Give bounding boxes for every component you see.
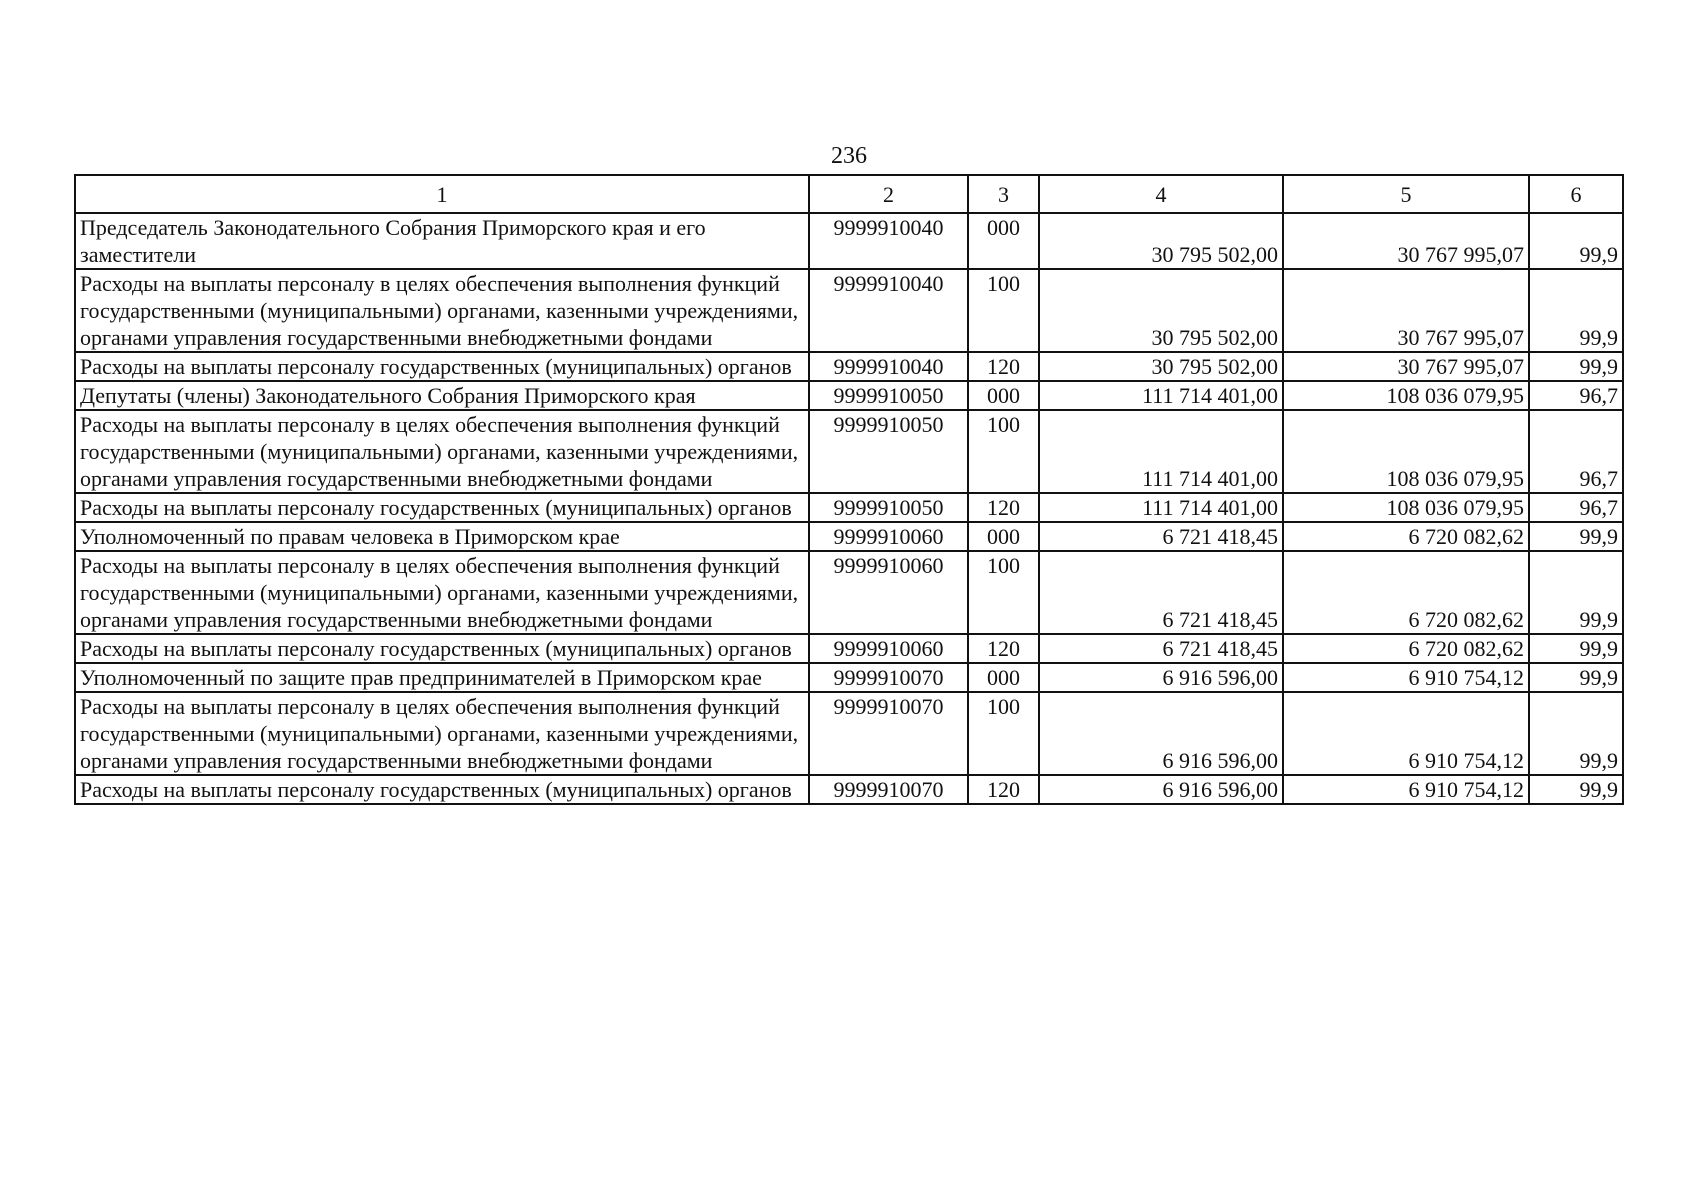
table-row bbox=[75, 493, 1623, 522]
row-execution-percent: 99,9 bbox=[1529, 634, 1623, 663]
budget-table bbox=[74, 174, 1624, 805]
row-name: Депутаты (члены) Законодательного Собрания Приморского края bbox=[75, 381, 809, 410]
row-execution-percent: 99,9 bbox=[1529, 663, 1623, 692]
row-planned-amount: 6 916 596,00 bbox=[1039, 775, 1283, 804]
row-actual-amount: 6 720 082,62 bbox=[1283, 522, 1529, 551]
row-execution-percent: 99,9 bbox=[1529, 522, 1623, 551]
row-execution-percent: 99,9 bbox=[1529, 352, 1623, 381]
row-execution-percent: 99,9 bbox=[1529, 269, 1623, 352]
row-execution-percent: 96,7 bbox=[1529, 381, 1623, 410]
table-row bbox=[75, 410, 1623, 493]
row-expense-type: 100 bbox=[968, 269, 1039, 352]
row-actual-amount: 30 767 995,07 bbox=[1283, 213, 1529, 269]
row-execution-percent: 96,7 bbox=[1529, 410, 1623, 493]
table-row bbox=[75, 352, 1623, 381]
table-row bbox=[75, 634, 1623, 663]
row-execution-percent: 99,9 bbox=[1529, 775, 1623, 804]
table-row bbox=[75, 522, 1623, 551]
row-planned-amount: 6 721 418,45 bbox=[1039, 634, 1283, 663]
table-row bbox=[75, 269, 1623, 352]
row-execution-percent: 99,9 bbox=[1529, 213, 1623, 269]
row-actual-amount: 6 720 082,62 bbox=[1283, 551, 1529, 634]
table-row bbox=[75, 692, 1623, 775]
row-actual-amount: 6 910 754,12 bbox=[1283, 663, 1529, 692]
row-actual-amount: 6 910 754,12 bbox=[1283, 692, 1529, 775]
table-row bbox=[75, 381, 1623, 410]
row-planned-amount: 111 714 401,00 bbox=[1039, 381, 1283, 410]
row-expense-type: 120 bbox=[968, 493, 1039, 522]
row-target-code: 9999910070 bbox=[809, 775, 968, 804]
column-header-3: 3 bbox=[968, 175, 1039, 213]
column-header-4: 4 bbox=[1039, 175, 1283, 213]
row-execution-percent: 99,9 bbox=[1529, 692, 1623, 775]
row-target-code: 9999910070 bbox=[809, 663, 968, 692]
row-planned-amount: 111 714 401,00 bbox=[1039, 493, 1283, 522]
column-header-6: 6 bbox=[1529, 175, 1623, 213]
row-target-code: 9999910040 bbox=[809, 213, 968, 269]
row-expense-type: 120 bbox=[968, 634, 1039, 663]
row-planned-amount: 30 795 502,00 bbox=[1039, 269, 1283, 352]
row-target-code: 9999910070 bbox=[809, 692, 968, 775]
row-target-code: 9999910040 bbox=[809, 352, 968, 381]
row-name: Расходы на выплаты персоналу в целях обеспечения выполнения функций государственными (муниципальными) органами, казенными учреждениями, органами управления государственными внебюджетными фондами bbox=[75, 410, 809, 493]
row-actual-amount: 108 036 079,95 bbox=[1283, 381, 1529, 410]
row-expense-type: 120 bbox=[968, 775, 1039, 804]
row-name: Расходы на выплаты персоналу государственных (муниципальных) органов bbox=[75, 775, 809, 804]
row-expense-type: 120 bbox=[968, 352, 1039, 381]
row-name: Расходы на выплаты персоналу государственных (муниципальных) органов bbox=[75, 493, 809, 522]
row-name: Расходы на выплаты персоналу государственных (муниципальных) органов bbox=[75, 634, 809, 663]
column-header-2: 2 bbox=[809, 175, 968, 213]
table-row bbox=[75, 775, 1623, 804]
row-target-code: 9999910060 bbox=[809, 551, 968, 634]
row-execution-percent: 99,9 bbox=[1529, 551, 1623, 634]
column-header-5: 5 bbox=[1283, 175, 1529, 213]
row-planned-amount: 30 795 502,00 bbox=[1039, 352, 1283, 381]
row-actual-amount: 6 910 754,12 bbox=[1283, 775, 1529, 804]
row-name: Расходы на выплаты персоналу государственных (муниципальных) органов bbox=[75, 352, 809, 381]
row-actual-amount: 108 036 079,95 bbox=[1283, 493, 1529, 522]
row-actual-amount: 30 767 995,07 bbox=[1283, 269, 1529, 352]
row-target-code: 9999910040 bbox=[809, 269, 968, 352]
row-actual-amount: 30 767 995,07 bbox=[1283, 352, 1529, 381]
row-name: Расходы на выплаты персоналу в целях обеспечения выполнения функций государственными (муниципальными) органами, казенными учреждениями, органами управления государственными внебюджетными фондами bbox=[75, 692, 809, 775]
row-planned-amount: 6 721 418,45 bbox=[1039, 551, 1283, 634]
row-planned-amount: 111 714 401,00 bbox=[1039, 410, 1283, 493]
row-name: Расходы на выплаты персоналу в целях обеспечения выполнения функций государственными (муниципальными) органами, казенными учреждениями, органами управления государственными внебюджетными фондами bbox=[75, 551, 809, 634]
column-number-row bbox=[75, 175, 1623, 213]
table-body bbox=[75, 213, 1623, 804]
row-planned-amount: 6 721 418,45 bbox=[1039, 522, 1283, 551]
row-expense-type: 100 bbox=[968, 410, 1039, 493]
row-name: Уполномоченный по защите прав предпринимателей в Приморском крае bbox=[75, 663, 809, 692]
row-name: Уполномоченный по правам человека в Приморском крае bbox=[75, 522, 809, 551]
row-planned-amount: 6 916 596,00 bbox=[1039, 663, 1283, 692]
row-expense-type: 100 bbox=[968, 551, 1039, 634]
table-row bbox=[75, 213, 1623, 269]
row-expense-type: 000 bbox=[968, 663, 1039, 692]
row-expense-type: 000 bbox=[968, 522, 1039, 551]
page-number: 236 bbox=[831, 143, 867, 169]
row-planned-amount: 6 916 596,00 bbox=[1039, 692, 1283, 775]
row-name: Председатель Законодательного Собрания Приморского края и его заместители bbox=[75, 213, 809, 269]
row-expense-type: 000 bbox=[968, 213, 1039, 269]
row-execution-percent: 96,7 bbox=[1529, 493, 1623, 522]
row-target-code: 9999910060 bbox=[809, 634, 968, 663]
column-header-1: 1 bbox=[75, 175, 809, 213]
table-row bbox=[75, 663, 1623, 692]
row-actual-amount: 108 036 079,95 bbox=[1283, 410, 1529, 493]
row-planned-amount: 30 795 502,00 bbox=[1039, 213, 1283, 269]
table-row bbox=[75, 551, 1623, 634]
row-expense-type: 000 bbox=[968, 381, 1039, 410]
row-target-code: 9999910060 bbox=[809, 522, 968, 551]
row-actual-amount: 6 720 082,62 bbox=[1283, 634, 1529, 663]
row-name: Расходы на выплаты персоналу в целях обеспечения выполнения функций государственными (муниципальными) органами, казенными учреждениями, органами управления государственными внебюджетными фондами bbox=[75, 269, 809, 352]
row-target-code: 9999910050 bbox=[809, 381, 968, 410]
row-target-code: 9999910050 bbox=[809, 493, 968, 522]
row-expense-type: 100 bbox=[968, 692, 1039, 775]
row-target-code: 9999910050 bbox=[809, 410, 968, 493]
